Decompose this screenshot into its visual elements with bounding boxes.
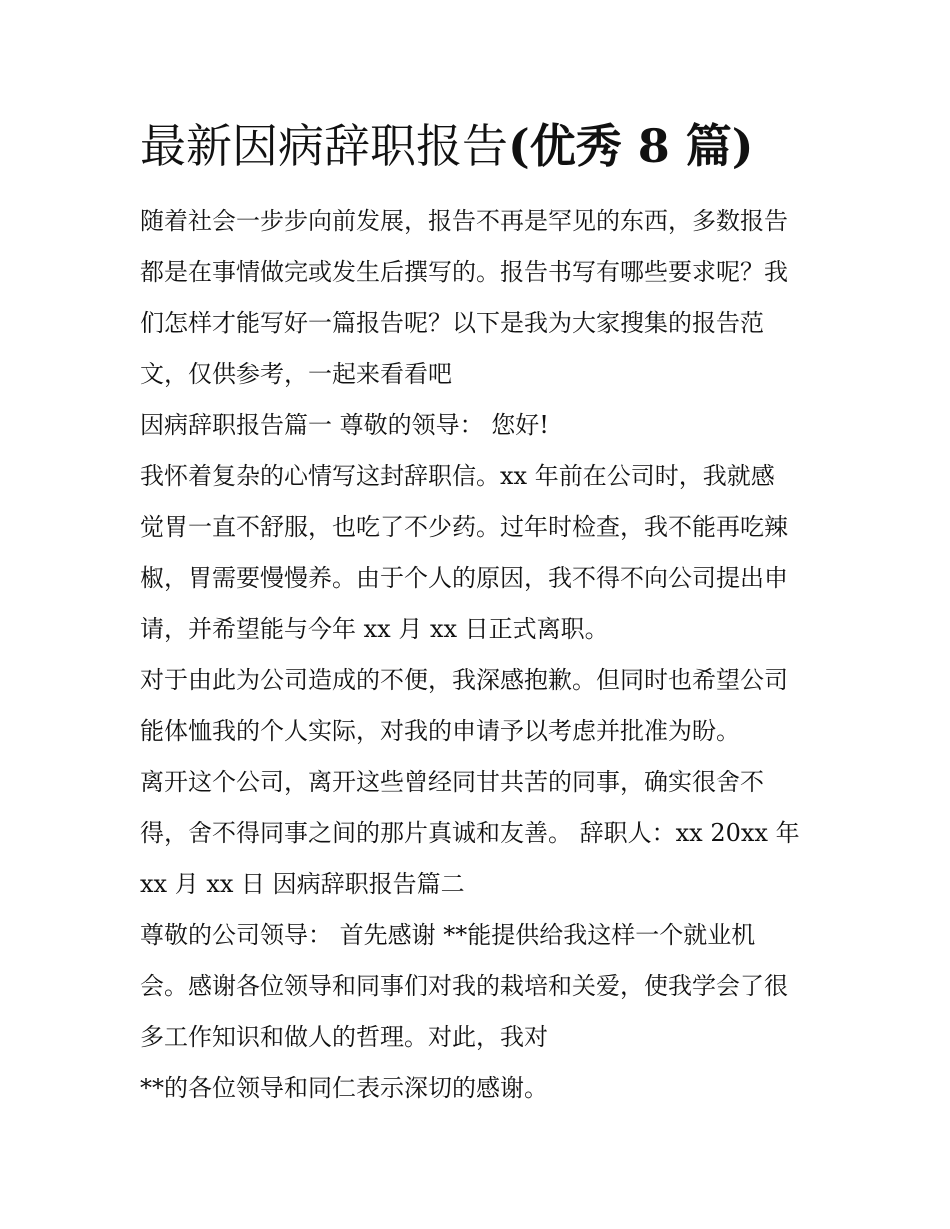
body-line: 尊敬的公司领导： 首先感谢 **能提供给我这样一个就业机: [140, 921, 756, 949]
body-line: 们怎样才能写好一篇报告呢？以下是我为大家搜集的报告范: [140, 309, 764, 337]
body-line: 能体恤我的个人实际，对我的申请予以考虑并批准为盼。: [140, 717, 740, 745]
body-line: 因病辞职报告篇一 尊敬的领导： 您好!: [140, 411, 549, 439]
body-line: 对于由此为公司造成的不便，我深感抱歉。但同时也希望公司: [140, 666, 788, 694]
body-line: 离开这个公司，离开这些曾经同甘共苦的同事，确实很舍不: [140, 768, 764, 796]
body-line: 请，并希望能与今年 xx 月 xx 日正式离职。: [140, 615, 609, 643]
body-line: 文，仅供参考，一起来看看吧: [140, 360, 452, 388]
body-line: 我怀着复杂的心情写这封辞职信。xx 年前在公司时，我就感: [140, 462, 775, 490]
body-line: **的各位领导和同仁表示深切的感谢。: [140, 1074, 548, 1102]
title-main-text: 最新因病辞职报告: [140, 119, 508, 173]
body-line: 都是在事情做完或发生后撰写的。报告书写有哪些要求呢？我: [140, 258, 788, 286]
document-page: [140, 0, 820, 1229]
title-suffix-text: (优秀 8 篇): [508, 119, 754, 173]
body-line: 会。感谢各位领导和同事们对我的栽培和关爱，使我学会了很: [140, 972, 788, 1000]
body-line: 椒，胃需要慢慢养。由于个人的原因，我不得不向公司提出申: [140, 564, 788, 592]
body-line: 觉胃一直不舒服，也吃了不少药。过年时检查，我不能再吃辣: [140, 513, 788, 541]
body-line: 随着社会一步步向前发展，报告不再是罕见的东西，多数报告: [140, 207, 788, 235]
body-line: 得，舍不得同事之间的那片真诚和友善。 辞职人：xx 20xx 年: [140, 819, 800, 847]
body-line: xx 月 xx 日 因病辞职报告篇二: [140, 870, 465, 898]
document-body: [140, 196, 820, 1114]
document-title: [140, 116, 754, 176]
body-line: 多工作知识和做人的哲理。对此，我对: [140, 1023, 548, 1051]
